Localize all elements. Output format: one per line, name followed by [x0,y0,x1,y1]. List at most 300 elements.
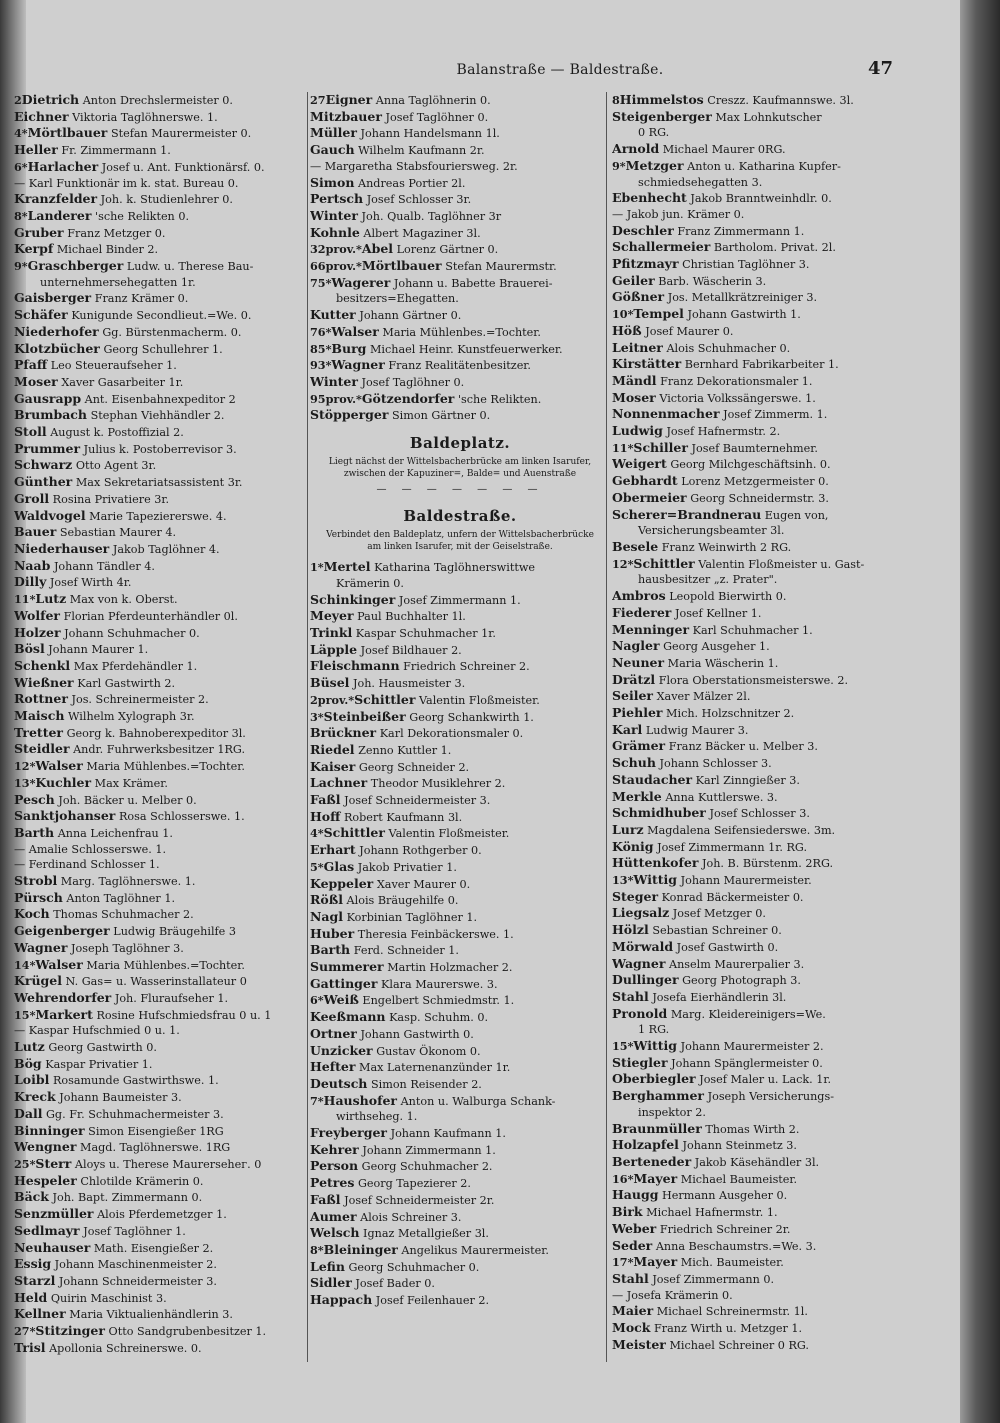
resident-surname: Niederhofer [14,323,99,339]
directory-entry [14,873,306,890]
resident-detail: Josef Kellner 1. [674,606,762,620]
resident-detail: Johann Baumeister 3. [59,1091,182,1105]
resident-surname: Hespeler [14,1172,77,1188]
resident-surname: Günther [14,474,73,490]
resident-surname: Berteneder [612,1154,692,1169]
directory-entry [310,324,610,341]
directory-entry [310,307,610,324]
resident-surname: Staudacher [612,771,693,787]
house-number: 8* [310,1243,324,1257]
directory-entry [14,457,306,474]
directory-entry [310,709,610,726]
directory-entry [612,1154,924,1171]
resident-detail: Karl Schuhmacher 1. [692,623,813,637]
directory-entry [14,341,306,358]
resident-detail: Josef Maler u. Lack. 1r. [699,1073,832,1087]
resident-detail: Josef Maurer 0. [645,324,734,338]
directory-entry [14,923,306,940]
resident-detail: Franz Weinwirth 2 RG. [661,540,792,554]
resident-detail: Stefan Maurermstr. [445,260,557,274]
resident-surname: Stoll [14,424,47,440]
resident-surname: Steigenberger [612,108,712,124]
directory-entry [612,1238,924,1255]
resident-detail: Johann Maurermeister. [680,874,812,888]
house-number: 1* [310,560,324,575]
directory-entry [310,842,610,859]
resident-detail: Anna Beschaumstrs.=We. 3. [655,1239,817,1253]
directory-entry [14,324,306,341]
resident-surname: Lutz [14,1039,45,1055]
resident-surname: Meister [612,1336,666,1352]
resident-surname: Hoff [310,808,341,824]
directory-entry [310,341,610,358]
resident-detail: Hermann Ausgeher 0. [662,1189,788,1203]
resident-detail: Max von k. Oberst. [69,593,178,607]
resident-detail: Bernhard Fabrikarbeiter 1. [684,358,839,372]
resident-surname: Nagl [310,908,344,924]
resident-surname: Maisch [14,708,65,724]
resident-surname: Schinkinger [310,591,396,607]
resident-surname: Menninger [612,621,690,637]
resident-surname: Ortner [310,1025,357,1041]
resident-surname: Ebenhecht [612,190,687,206]
resident-surname: Schäfer [14,307,68,323]
resident-surname: Essig [14,1256,52,1272]
directory-entry [612,158,924,175]
house-number: 2 [14,93,22,107]
resident-detail: Lorenz Metzgermeister 0. [681,475,829,489]
directory-entry [14,1290,306,1307]
directory-entry [612,340,924,357]
directory-entry [14,1273,306,1290]
resident-surname: Glas [323,858,355,874]
directory-entry [14,1156,306,1173]
resident-detail: Franz Krämer 0. [94,292,189,306]
resident-surname: Metzger [625,157,684,173]
resident-detail: — Ferdinand Schlosser 1. [14,858,160,872]
section-note: Verbindet den Baldeplatz, unfern der Wittelsbacherbrücke am linken Isarufer, mit der Geiselstraße. [326,530,594,553]
resident-surname: Brumbach [14,407,88,423]
resident-surname: Prummer [14,440,81,456]
house-number: 27* [14,1324,36,1339]
directory-entry [310,742,610,759]
resident-detail: Kunigunde Secondlieut.=We. 0. [71,309,252,323]
directory-entry [612,406,924,423]
directory-entry [310,109,610,126]
resident-surname: Schiller [633,439,688,455]
resident-surname: Eichner [14,108,69,124]
directory-entry [14,241,306,258]
resident-surname: Walser [35,758,83,774]
resident-surname: Gaisberger [14,290,92,306]
directory-entry [310,959,610,976]
house-number: 27 [310,93,326,107]
directory-entry [310,1242,610,1259]
directory-entry [310,125,610,142]
resident-detail: Theodor Musiklehrer 2. [370,777,506,791]
resident-surname: Lefin [310,1258,345,1274]
resident-detail: Maria Viktualienhändlerin 3. [69,1308,233,1322]
resident-surname: Geiler [612,272,655,288]
resident-detail: Johann Schuhmacher 0. [64,626,200,640]
resident-detail: Zenno Kuttler 1. [358,743,452,757]
resident-surname: Kehrer [310,1141,359,1157]
directory-entry [612,772,924,789]
directory-entry [612,755,924,772]
directory-entry [310,258,610,275]
section-separator: — — — — — — — [376,483,544,495]
resident-detail: Johann Schlosser 3. [659,757,772,771]
directory-entry [310,942,610,959]
resident-detail: Simon Eisengießer 1RG [88,1124,224,1138]
resident-detail: Marg. Taglöhnerswe. 1. [60,875,196,889]
directory-entry [612,805,924,822]
resident-detail: Ignaz Metallgießer 3l. [363,1227,489,1241]
resident-detail: Georg Schuhmacher 0. [348,1260,480,1274]
resident-surname: Wehrendorfer [14,989,112,1005]
resident-detail: Josef Schneidermeister 2r. [344,1193,495,1207]
house-number: 93* [310,358,332,373]
directory-entry [14,258,306,275]
resident-surname: Nonnenmacher [612,406,720,422]
directory-entry [612,456,924,473]
resident-surname: Welsch [310,1225,360,1241]
resident-detail: Karl Zinngießer 3. [695,773,800,787]
resident-detail: Josef Schlosser 3. [709,807,810,821]
directory-entry [310,1076,610,1093]
resident-surname: Steinbeißer [323,708,406,724]
resident-detail: Joh. Bapt. Zimmermann 0. [52,1191,203,1205]
directory-entry [612,1088,924,1105]
resident-surname: Gausrapp [14,390,82,406]
resident-detail: Krämerin 0. [336,576,404,590]
directory-entry [612,638,924,655]
resident-detail: Robert Kaufmann 3l. [343,810,463,824]
resident-surname: Mayer [633,1254,678,1270]
resident-surname: Büsel [310,675,350,691]
directory-entry [310,1059,610,1076]
directory-entry [14,591,306,608]
resident-detail: Joseph Taglöhner 3. [70,941,184,955]
resident-surname: Hölzl [612,922,649,938]
house-number: 6* [310,993,324,1008]
resident-detail: Josef Schneidermeister 3. [344,794,491,808]
resident-detail: Marie Tapeziererswe. 4. [89,509,227,523]
resident-detail: Franz Wirth u. Metzger 1. [654,1322,803,1336]
directory-entry [14,307,306,324]
directory-entry [14,857,306,873]
resident-detail: Apollonia Schreinerswe. 0. [49,1341,202,1355]
resident-surname: Eigner [325,92,373,107]
resident-detail: August k. Postoffizial 2. [50,426,184,440]
resident-surname: Unzicker [310,1042,373,1058]
directory-entry [310,142,610,159]
directory-entry [14,1256,306,1273]
directory-entry [14,906,306,923]
resident-surname: Barth [310,942,351,958]
page-edge [960,0,1000,1423]
resident-detail: Versicherungsbeamter 3l. [638,524,785,538]
directory-entry [612,839,924,856]
resident-detail: Johann Rothgerber 0. [359,844,482,858]
resident-detail: Joh. Bäcker u. Melber 0. [58,793,197,807]
directory-entry [310,357,610,374]
resident-surname: Winter [310,207,358,223]
house-number: 11* [14,592,36,607]
directory-entry [14,675,306,692]
resident-detail: Kaspar Privatier 1. [45,1057,153,1071]
directory-entry [612,207,924,223]
directory-entry [310,1275,610,1292]
column-3 [612,92,924,1353]
resident-detail: Josef Wirth 4r. [49,576,132,590]
resident-detail: Josef Taglöhner 1. [83,1224,186,1238]
resident-surname: Dietrich [21,92,80,107]
directory-entry [612,572,924,588]
resident-surname: Lutz [35,591,67,607]
directory-entry [310,275,610,292]
resident-surname: Stitzinger [35,1323,105,1339]
directory-entry [612,323,924,340]
directory-entry [14,1106,306,1123]
resident-surname: Bäck [14,1189,49,1205]
resident-surname: Keppeler [310,875,374,891]
resident-surname: Schittler [323,825,385,841]
directory-entry [14,541,306,558]
resident-surname: Müller [310,125,357,141]
resident-surname: Kranzfelder [14,191,98,207]
resident-surname: Dall [14,1105,43,1121]
resident-detail: Johann u. Babette Brauerei- [393,276,553,290]
resident-surname: Bleininger [323,1242,398,1257]
resident-surname: Piehler [612,705,663,721]
directory-entry [310,1158,610,1175]
resident-surname: Himmelstos [619,92,704,107]
resident-surname: Pesch [14,791,55,807]
resident-surname: Bösl [14,641,45,657]
resident-surname: Kohnle [310,224,360,240]
section-title: Baldestraße. [403,507,517,526]
resident-detail: Georg Ausgeher 1. [663,640,770,654]
resident-detail: Karl Dekorationsmaler 0. [379,727,524,741]
directory-entry [14,275,306,291]
resident-surname: Neuhauser [14,1239,91,1255]
resident-detail: Sebastian Maurer 4. [59,526,177,540]
resident-surname: Götzendorfer [361,390,455,406]
directory-entry [612,507,924,524]
resident-detail: Jakob Privatier 1. [357,860,457,874]
resident-detail: Simon Reisender 2. [370,1077,482,1091]
directory-entry [14,290,306,307]
resident-surname: Naab [14,557,51,573]
directory-entry [14,508,306,525]
resident-surname: Rottner [14,691,68,707]
directory-entry [14,125,306,142]
resident-detail: Creszz. Kaufmannswe. 3l. [707,94,854,107]
resident-surname: Stiegler [612,1054,668,1070]
house-number: 4* [310,826,324,841]
house-number: 9* [612,158,626,173]
resident-detail: Simon Gärtner 0. [392,409,491,423]
resident-surname: Scherer=Brandnerau [612,506,762,522]
resident-detail: Flora Oberstationsmeisterswe. 2. [658,673,849,687]
directory-entry [310,759,610,776]
resident-detail: Rosine Hufschmiedsfrau 0 u. 1 [96,1008,272,1022]
resident-surname: Walser [331,323,379,339]
resident-detail: Albert Magaziner 3l. [363,226,481,240]
resident-detail: Julius k. Postoberrevisor 3. [83,442,237,456]
directory-entry [612,539,924,556]
resident-detail: Georg k. Bahnoberexpeditor 3l. [66,726,246,740]
resident-detail: inspektor 2. [638,1105,706,1119]
resident-surname: Maier [612,1303,654,1319]
resident-surname: Schmidhuber [612,805,706,821]
resident-detail: Andreas Portier 2l. [358,176,466,190]
resident-surname: Stahl [612,988,649,1004]
resident-detail: Johann Gärtner 0. [359,309,462,323]
resident-surname: Schuh [612,755,656,771]
resident-surname: Riedel [310,741,355,757]
directory-entry [14,574,306,591]
resident-detail: Anna Leichenfrau 1. [57,826,173,840]
directory-entry [14,1007,306,1024]
directory-entry [310,175,610,192]
directory-entry [310,1175,610,1192]
directory-entry [310,909,610,926]
directory-entry [612,1105,924,1121]
resident-detail: Gg. Bürstenmacherm. 0. [102,325,242,339]
house-number: 5* [310,859,324,874]
resident-surname: Mörwald [612,938,674,954]
resident-detail: Michael Schreiner 0 RG. [669,1338,809,1352]
resident-detail: Angelikus Maurermeister. [401,1244,549,1257]
directory-entry [14,1206,306,1223]
house-number: 2prov.* [310,692,355,707]
resident-detail: Anton u. Walburga Schank- [400,1094,556,1108]
resident-surname: Mändl [612,372,657,388]
resident-surname: Pürsch [14,889,63,905]
resident-surname: Sedlmayr [14,1222,80,1238]
resident-surname: Wagner [331,357,385,373]
directory-entry [310,876,610,893]
resident-detail: Valentin Floßmeister. [418,693,540,707]
resident-surname: Landerer [27,207,92,223]
resident-detail: 0 RG. [638,126,670,140]
directory-entry [14,641,306,658]
resident-surname: Held [14,1289,48,1305]
directory-entry [310,291,610,307]
directory-entry [14,208,306,225]
directory-entry [612,1254,924,1271]
resident-detail: Otto Sandgrubenbesitzer 1. [108,1325,267,1339]
directory-entry [612,972,924,989]
resident-surname: Graschberger [27,258,124,274]
directory-entry [310,92,610,109]
resident-detail: Franz Realitätenbesitzer. [388,359,531,373]
directory-entry [310,576,610,592]
resident-surname: Nagler [612,638,660,654]
resident-detail: 1 RG. [638,1023,670,1037]
house-number: 8 [612,93,620,107]
resident-detail: Kaspar Schuhmacher 1r. [355,626,496,640]
resident-detail: Jakob Käsehändler 3l. [694,1156,820,1169]
resident-surname: Aumer [310,1208,357,1224]
directory-entry [612,688,924,705]
directory-entry [612,1204,924,1221]
resident-surname: Simon [310,174,355,190]
resident-detail: Friedrich Schreiner 2r. [659,1222,791,1236]
resident-detail: Josef Taglöhner 0. [385,110,489,124]
resident-detail: Valentin Floßmeister. [388,827,510,841]
resident-detail: Klara Maurerswe. 3. [381,977,498,991]
column-2 [310,92,610,1309]
directory-entry [310,692,610,709]
resident-surname: Weiß [323,992,359,1008]
resident-detail: Josef Gastwirth 0. [676,940,779,954]
directory-entry [310,559,610,576]
resident-surname: Strobl [14,873,58,889]
resident-detail: Josef Hafnermstr. 2. [666,425,781,439]
resident-surname: Keeßmann [310,1009,386,1025]
resident-surname: Kellner [14,1306,66,1322]
directory-entry [310,1292,610,1309]
resident-surname: Oberbiegler [612,1071,696,1087]
resident-detail: Jos. Metallkrätzreiniger 3. [667,291,818,305]
resident-surname: Wagner [612,955,666,971]
column-rule [307,92,308,1362]
column-1 [14,92,306,1356]
resident-detail: Johann Zimmermann 1. [362,1143,496,1157]
resident-surname: Senzmüller [14,1206,94,1222]
directory-entry [310,1209,610,1226]
directory-entry [310,859,610,876]
resident-surname: Lachner [310,775,368,791]
directory-entry [14,1023,306,1039]
resident-surname: Faßl [310,792,341,808]
directory-entry [612,1121,924,1138]
house-number: 75* [310,275,332,290]
resident-detail: Gustav Ökonom 0. [376,1044,481,1058]
directory-entry [310,775,610,792]
resident-surname: Arnold [612,141,660,157]
resident-surname: Harlacher [27,158,99,174]
directory-entry [612,1038,924,1055]
house-number: 14* [14,957,36,972]
resident-surname: Burg [331,340,367,356]
resident-surname: Fiederer [612,604,672,620]
resident-surname: Heller [14,142,58,158]
directory-entry [310,625,610,642]
resident-detail: Maria Wäscherin 1. [667,656,779,670]
house-number: 11* [612,440,634,455]
resident-detail: Jakob Branntweinhdlr. 0. [690,192,832,206]
resident-detail: Barb. Wäscherin 3. [658,274,767,288]
resident-detail: Ludwig Bräugehilfe 3 [113,925,236,939]
resident-surname: Weber [612,1220,657,1236]
directory-entry [612,1022,924,1038]
resident-surname: Wittig [633,1038,678,1054]
resident-surname: Deutsch [310,1075,368,1091]
directory-entry [310,208,610,225]
directory-entry [14,890,306,907]
resident-surname: Koch [14,906,50,922]
directory-entry [310,642,610,659]
resident-surname: Sidler [310,1275,352,1291]
resident-surname: Liegsalz [612,905,670,921]
resident-detail: Rosa Schlosserswe. 1. [118,810,245,824]
resident-surname: Abel [361,241,394,257]
resident-detail: wirthseheg. 1. [336,1110,418,1124]
